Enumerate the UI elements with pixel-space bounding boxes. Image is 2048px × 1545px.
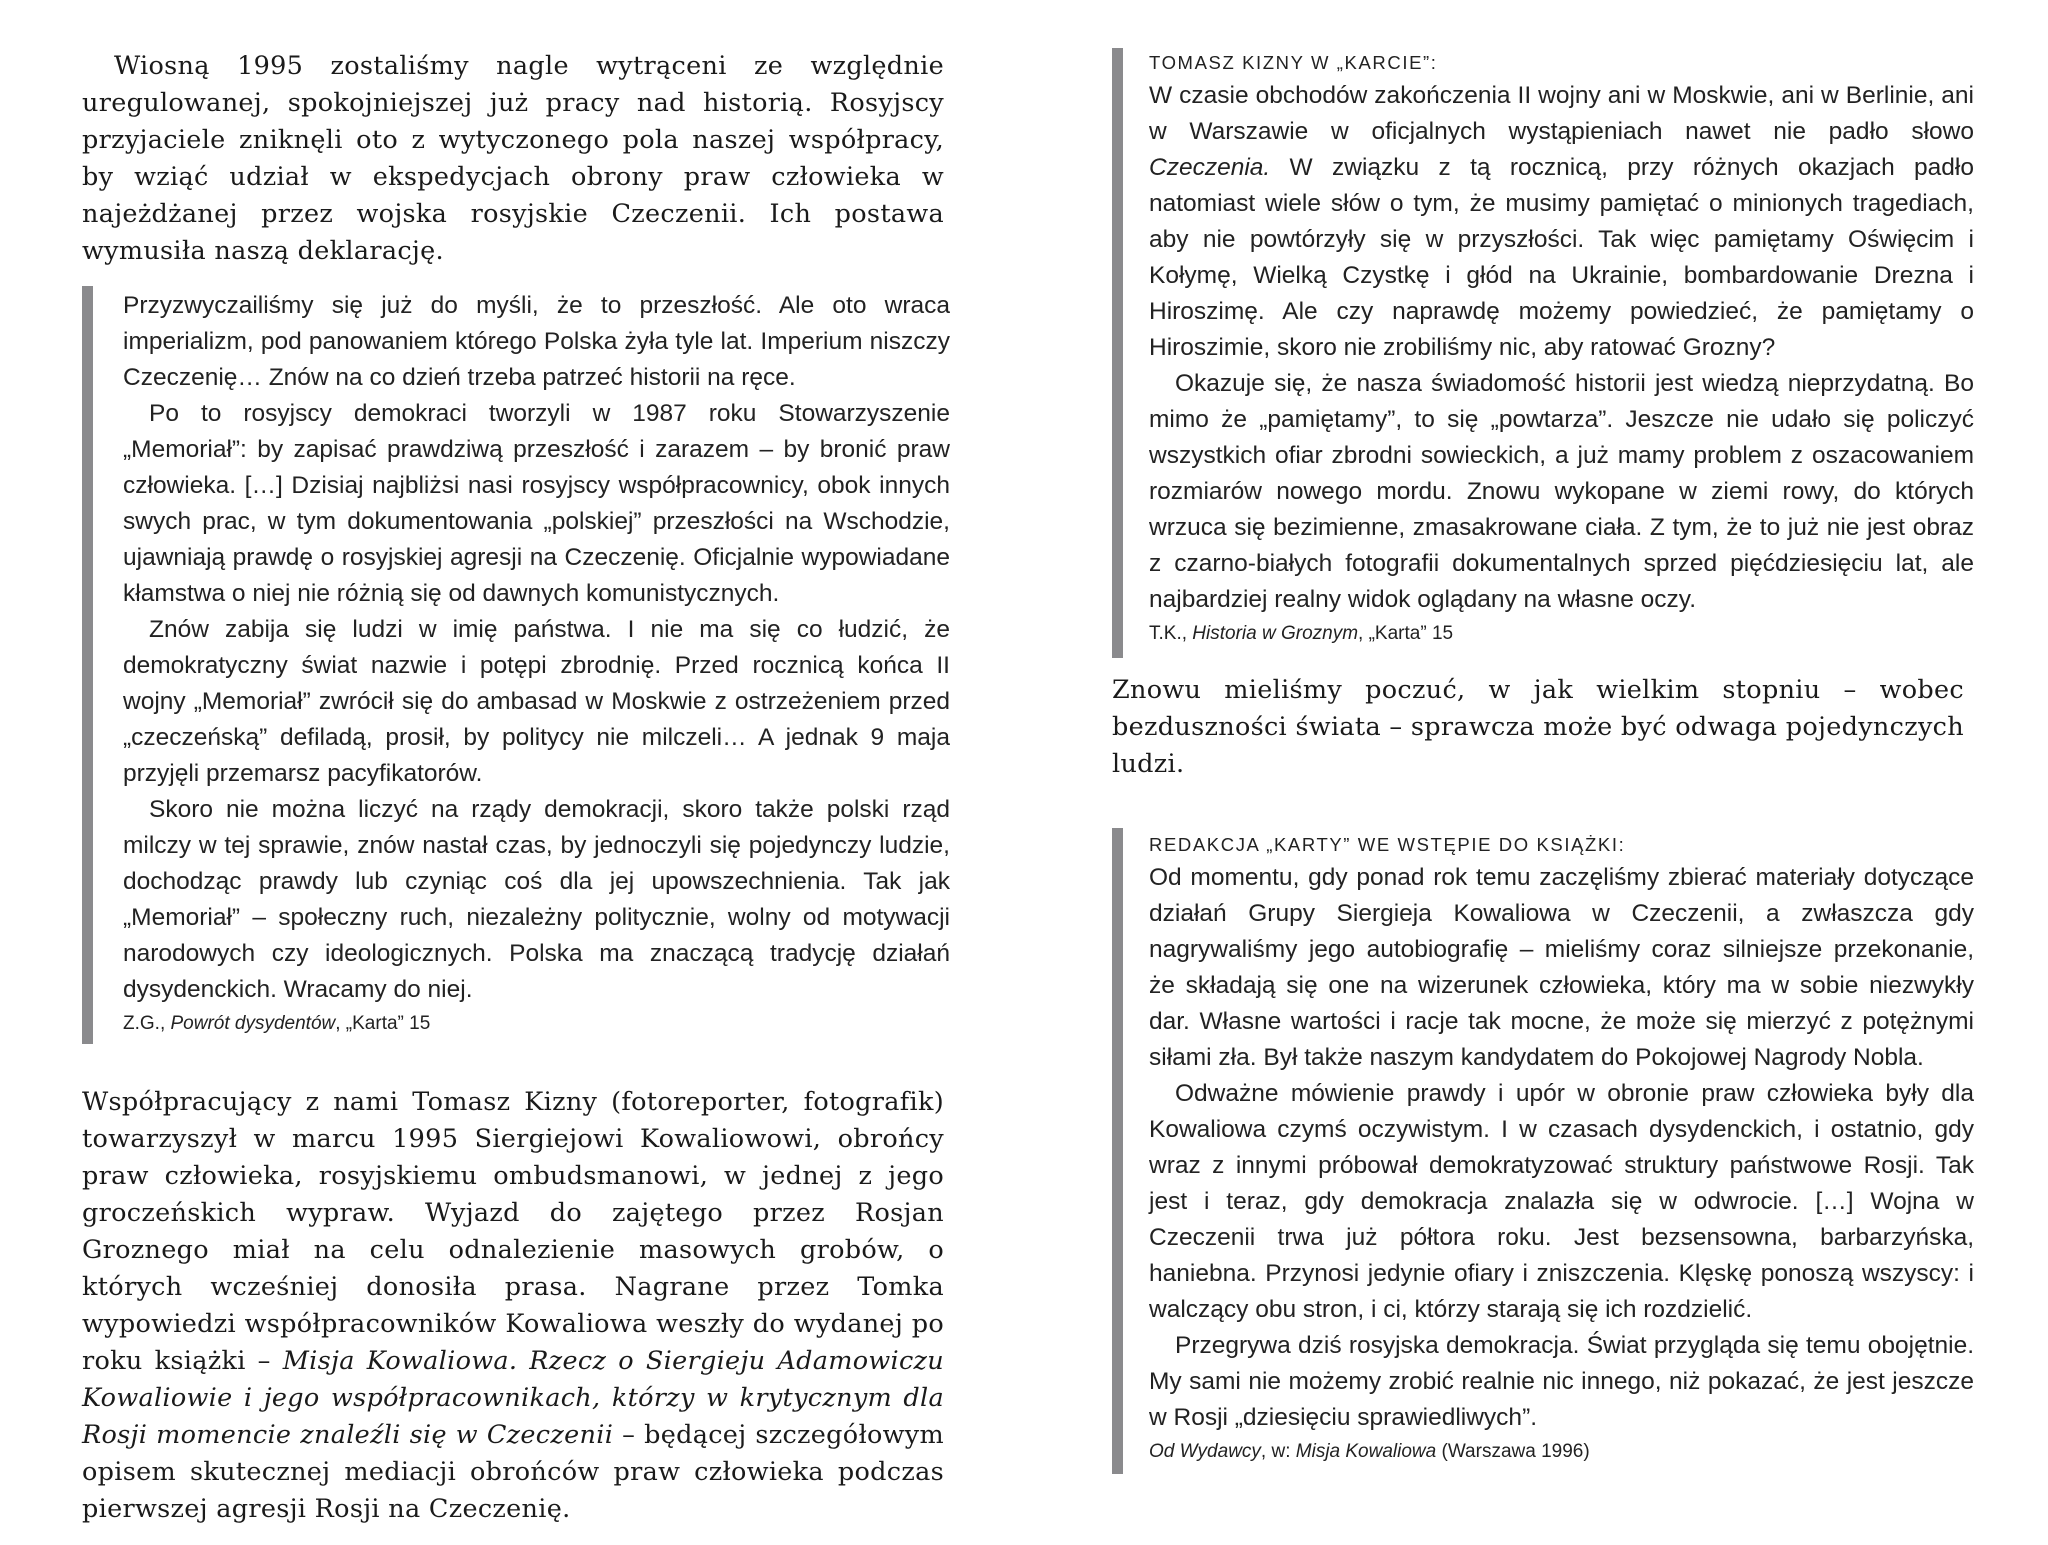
source-rest: (Warszawa 1996) (1436, 1441, 1590, 1462)
quote-text: W związku z tą rocznicą, przy różnych okazjach padło natomiast wiele słów o tym, że musimy pamiętać o minionych tragediach, aby nie powtórzyły się w przyszłości. Tak więc pamiętamy Oświęcim i Kołymę, Wielką Czystkę i głód na Ukrainie, bombardowanie Drezna i Hiroszimę. Ale czy naprawdę możemy powiedzieć, że pamiętamy o Hiroszimie, skoro nie zrobiliśmy nic, aby ratować Grozny? (1149, 154, 1974, 361)
quote-paragraph (1149, 78, 1974, 366)
quote-paragraph: Znów zabija się ludzi w imię państwa. I nie ma się co łudzić, że demokratyczny świat nazwie i potępi zbrodnię. Przed rocznicą końca II wojny „Memoriał” zwrócił się do ambasad w Moskwie z ostrzeżeniem przed „czeczeńską” defiladą, prosił, by politycy nie milczeli… A jednak 9 maja przyjęli przemarsz pacyfikatorów. (123, 616, 950, 787)
quote-source (1149, 618, 1974, 650)
source-book: Misja Kowaliowa (1295, 1441, 1437, 1462)
source-title: Od Wydawcy (1149, 1441, 1261, 1462)
source-author: Z.G., (123, 1013, 171, 1034)
quote-paragraph: Przegrywa dziś rosyjska demokracja. Świat przygląda się temu obojętnie. My sami nie możemy zrobić realnie nic innego, niż pokazać, że jest jeszcze w Rosji „dziesięciu sprawiedliwych”. (1149, 1332, 1974, 1431)
left-bottom-text: Współpracujący z nami Tomasz Kizny (fotoreporter, fotografik) towarzyszył w marcu 1995 Siergiejowi Kowaliowowi, obrońcy praw człowieka, rosyjskiemu ombudsmanowi, w jednej z jego groczeńskich wypraw. Wyjazd do zajętego przez Rosjan Groznego miał na celu odnalezienie masowych grobów, o których wcześniej donosiła prasa. Nagrane przez Tomka wypowiedzi współpracowników Kowaliowa weszły do wydanej po roku książki – (82, 1087, 944, 1376)
quote-paragraph: Skoro nie można liczyć na rządy demokracji, skoro także polski rząd milczy w tej sprawie, znów nastał czas, by jednoczyli się pojedynczy ludzie, dochodząc prawdy lub czyniąc coś dla jej upowszechnienia. Tak jak „Memoriał” – społeczny ruch, niezależny politycznie, wolny od motywacji narodowych czy ideologicznych. Polska ma znaczącą tradycję działań dysydenckich. Wracamy do niej. (123, 796, 950, 1003)
quote-header: REDAKCJA „KARTY” WE WSTĘPIE DO KSIĄŻKI: (1149, 834, 1626, 855)
quote-paragraph: Odważne mówienie prawdy i upór w obronie praw człowieka były dla Kowaliowa czymś oczywistym. I w czasach dysydenckich, i ostatnio, gdy wraz z innymi próbował demokratyzować struktury państwowe Rosji. Tak jest i teraz, gdy demokracja znalazła się w odwrocie. […] Wojna w Czeczenii trwa już półtora roku. Jest bezsensowna, barbarzyńska, haniebna. Przynosi jedynie ofiary i zniszczenia. Klęskę ponoszą wszyscy: i walczący obu stron, i ci, którzy starają się ich rozdzielić. (1149, 1080, 1974, 1323)
quote-source (123, 1008, 950, 1040)
book-title: Misja Kowaliowa. Rzecz o Siergieju Adamowiczu Kowaliowie i jego współpracownikach, którzy w krytycznym dla Rosji momencie znaleźli się w Czeczenii (82, 1346, 944, 1450)
quote-paragraph: Od momentu, gdy ponad rok temu zaczęliśmy zbierać materiały dotyczące działań Grupy Siergieja Kowaliowa w Czeczenii, a zwłaszcza gdy nagrywaliśmy jego autobiografię – mieliśmy coraz silniejsze przekonanie, że składają się one na wizerunek człowieka, który ma w sobie niezwykły dar. Własne wartości i racje tak mocne, że może się mierzyć z potężnymi siłami zła. Był także naszym kandydatem do Pokojowej Nagrody Nobla. (1149, 864, 1974, 1071)
quote-paragraph: Po to rosyjscy demokraci tworzyli w 1987 roku Stowarzyszenie „Memoriał”: by zapisać prawdziwą przeszłość i zarazem – by bronić praw człowieka. […] Dzisiaj najbliżsi nasi rosyjscy współpracownicy, obok innych swych prac, w tym dokumentowania „polskiej” przeszłości na Wschodzie, ujawniają prawdę o rosyjskiej agresji na Czeczenię. Oficjalnie wypowiadane kłamstwa o niej nie różnią się od dawnych komunistycznych. (123, 400, 950, 607)
right-middle-paragraph: Znowu mieliśmy poczuć, w jak wielkim stopniu – wobec bezduszności świata – sprawcza może być odwaga pojedynczych ludzi. (1112, 675, 1964, 779)
quote-block-redakcja (1112, 828, 1974, 1474)
quote-paragraph: Przyzwyczailiśmy się już do myśli, że to przeszłość. Ale oto wraca imperializm, pod panowaniem którego Polska żyła tyle lat. Imperium niszczy Czeczenię… Znów na co dzień trzeba patrzeć historii na ręce. (123, 292, 950, 391)
quote-block-memorial (82, 286, 950, 1044)
source-author: T.K., (1149, 623, 1193, 644)
source-title: Powrót dysydentów (170, 1013, 336, 1034)
quote-source (1149, 1436, 1974, 1468)
source-rest: , „Karta” 15 (1358, 623, 1454, 644)
left-bottom-end: – będącej szczegółowym opisem skutecznej mediacji obrońców praw człowieka podczas pierwszej agresji Rosji na Czeczenię. (82, 1420, 944, 1524)
source-title: Historia w Groznym (1192, 623, 1359, 644)
source-mid: , w: (1260, 1441, 1296, 1462)
source-rest: , „Karta” 15 (335, 1013, 431, 1034)
left-intro-paragraph: Wiosną 1995 zostaliśmy nagle wytrąceni ze względnie uregulowanej, spokojniejszej już pracy nad historią. Rosyjscy przyjaciele zniknęli oto z wytyczonego pola naszej współpracy, by wziąć udział w ekspedycjach obrony praw człowieka w najeżdżanej przez wojska rosyjskie Czeczenii. Ich postawa wymusiła naszą deklarację. (82, 51, 944, 266)
quote-paragraph: Okazuje się, że nasza świadomość historii jest wiedzą nieprzydatną. Bo mimo że „pamiętamy”, to się „powtarza”. Jeszcze nie udało się policzyć wszystkich ofiar zbrodni sowieckich, a już mamy problem z oszacowaniem rozmiarów nowego mordu. Znowu wykopane w ziemi rowy, do których wrzuca się bezimienne, zmasakrowane ciała. Z tym, że to już nie jest obraz z czarno-białych fotografii dokumentalnych sprzed pięćdziesięciu lat, ale najbardziej realny widok oglądany na własne oczy. (1149, 370, 1974, 613)
quote-header: TOMASZ KIZNY W „KARCIE”: (1149, 52, 1438, 73)
quote-block-kizny (1112, 48, 1974, 658)
left-bottom-paragraph (82, 1084, 944, 1528)
quote-text: W czasie obchodów zakończenia II wojny ani w Moskwie, ani w Berlinie, ani w Warszawie w oficjalnych wystąpieniach nawet nie padło słowo (1149, 82, 1974, 145)
quote-italic: Czeczenia. (1149, 154, 1271, 181)
